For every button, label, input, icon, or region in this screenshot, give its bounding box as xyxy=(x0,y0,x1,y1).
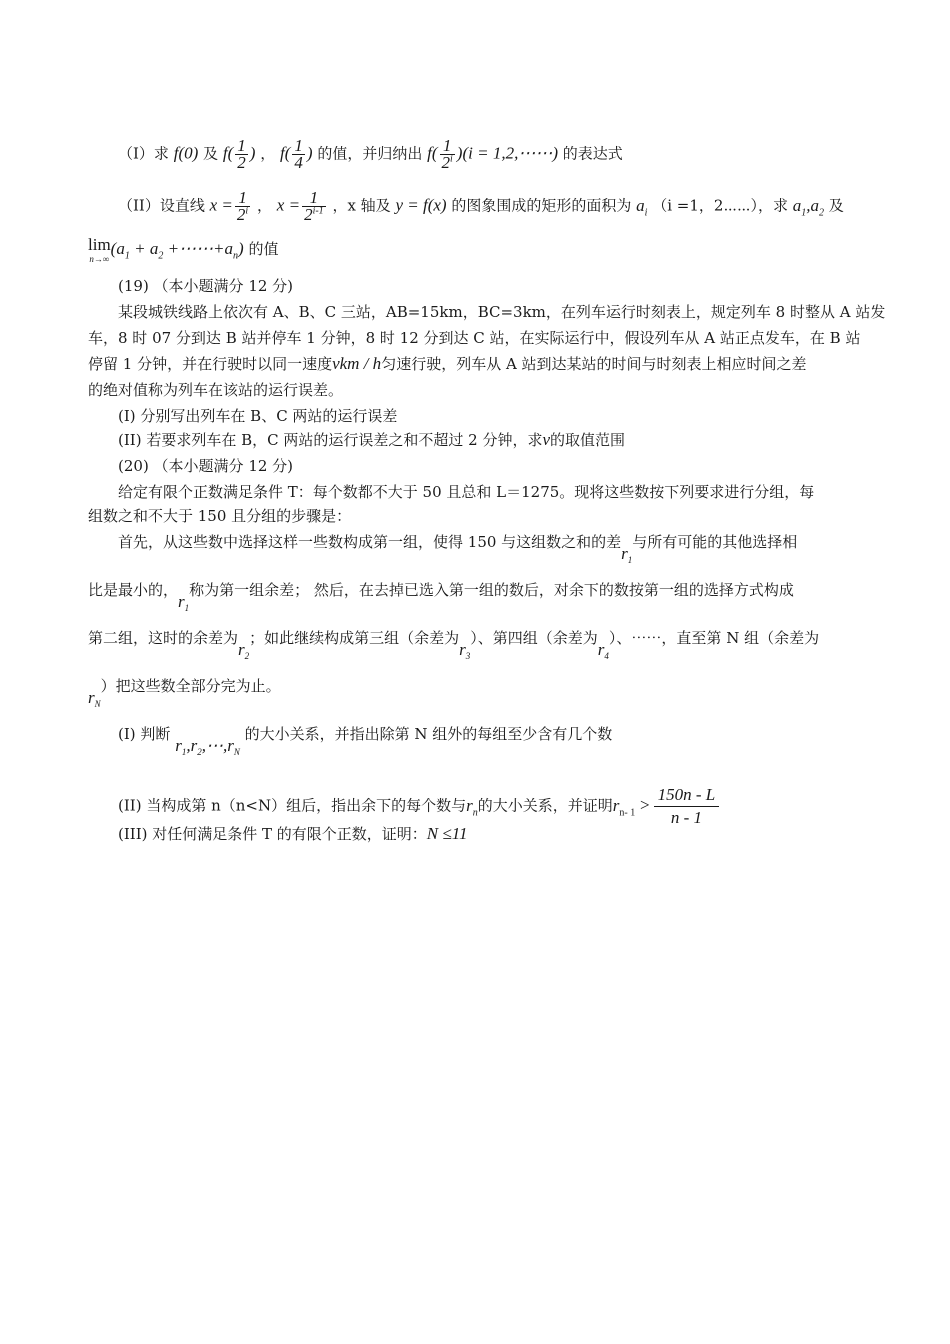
den-base: 2 xyxy=(441,153,451,172)
dots: ,⋯, xyxy=(201,736,228,755)
fraction-numerator: 150n - L xyxy=(654,784,720,807)
q18-part1-label: （I）求 xyxy=(118,144,169,163)
text: (II) 若要求列车在 B，C 两站的运行误差之和不超过 2 分钟，求 xyxy=(118,431,543,449)
fraction-one-quarter xyxy=(292,138,305,171)
subscript: n xyxy=(233,250,239,262)
var-r: r xyxy=(88,688,95,707)
subscript: 1 xyxy=(124,250,130,262)
subscript: n- 1 xyxy=(619,806,636,818)
q20-paragraph-line4 xyxy=(88,580,794,613)
text: 停留 1 分钟，并在行驶时以同一速度 xyxy=(88,355,333,373)
text-x-axis: ，x 轴及 xyxy=(332,196,391,215)
lim-subscript: n→∞ xyxy=(89,254,110,264)
q18-part2 xyxy=(118,190,844,223)
var-r: r xyxy=(621,544,628,563)
fraction-one-half xyxy=(235,138,248,171)
var-rn xyxy=(466,795,478,818)
fraction-150n-L-over-n-1 xyxy=(654,784,720,829)
q18-part1: （I）求 f(0) 及 f( $\frac{1}{2}$ ) ， f( $\frac{1}{4}$ ) 的值，并归纳出 f( $\frac{1}{2^i}$ )(i = 1,2,⋯⋯) 的表达式 xyxy=(118,136,623,172)
subscript: 1 xyxy=(627,555,633,565)
fraction-numerator: 1 xyxy=(440,138,455,155)
limit-operator xyxy=(88,236,111,264)
var-r4 xyxy=(598,640,609,659)
fraction-x1 xyxy=(235,190,250,223)
var-rn-minus-1 xyxy=(612,795,636,818)
fraction-numerator: 1 xyxy=(235,190,250,207)
formula-x-equals: x = xyxy=(209,195,233,215)
fraction-x2 xyxy=(302,190,326,223)
expr-dots: +⋯⋯+a xyxy=(163,239,234,258)
var-r2 xyxy=(238,640,249,659)
var-r: r xyxy=(227,736,234,755)
var-rN xyxy=(88,688,101,707)
q20-part1 xyxy=(118,724,613,757)
text: (III) 对任何满足条件 T 的有限个正数，证明： xyxy=(118,825,427,843)
var-r1 xyxy=(621,544,632,563)
q19-paragraph-line2: 车，8 时 07 分到达 B 站并停车 1 分钟，8 时 12 分到达 C 站，在实际运行中，假设列车从 A 站正点发车，在 B 站 xyxy=(88,329,861,347)
var-r-list xyxy=(175,736,240,755)
limit-expression xyxy=(110,239,244,262)
fraction-denominator: 2 xyxy=(237,153,246,172)
den-base: 2 xyxy=(236,205,246,224)
text: (II) 当构成第 n（n<N）组后，指出余下的每个数与 xyxy=(118,796,467,815)
den-exponent: i-1 xyxy=(312,205,324,217)
var-r: r xyxy=(612,795,620,815)
var-r: r xyxy=(459,640,466,659)
q20-part2 xyxy=(118,784,719,829)
text: 第二组，这时的余差为 xyxy=(88,629,239,647)
fraction-numerator: 1 xyxy=(302,190,326,207)
lim-word: lim xyxy=(88,235,111,254)
text: 称为第一组余差； 然后，在去掉已选入第一组的数后，对余下的数按第一组的选择方式构成 xyxy=(189,581,794,599)
text-value: 的值 xyxy=(248,240,279,258)
q19-part1: (I) 分别写出列车在 B、C 两站的运行误差 xyxy=(118,407,398,425)
text: ）、⋯⋯，直至第 N 组（余差为 xyxy=(608,629,820,647)
formula-f0: f(0) xyxy=(173,143,199,163)
subscript: 2 xyxy=(818,206,824,218)
text-expression: 的表达式 xyxy=(562,144,623,163)
subscript: i xyxy=(644,206,648,218)
var-a: a xyxy=(792,195,802,215)
text: ）、第四组（余差为 xyxy=(470,629,598,647)
text: 匀速行驶，列车从 A 站到达某站的时间与时刻表上相应时间之差 xyxy=(381,355,807,373)
subscript: 4 xyxy=(604,651,609,661)
subscript: 2 xyxy=(197,747,202,757)
expr-close: ) xyxy=(238,239,244,258)
var-a: a xyxy=(810,195,819,215)
var-v: v xyxy=(542,430,550,449)
q18-part2-label: （II）设直线 xyxy=(118,196,205,215)
formula-ai xyxy=(636,195,648,218)
q19-header: (19) （本小题满分 12 分) xyxy=(118,277,294,295)
q19-paragraph-line1: 某段城铁线路上依次有 A、B、C 三站，AB=15km，BC=3km，在列车运行时刻表上，规定列车 8 时整从 A 站发 xyxy=(118,303,886,321)
text-and: 及 xyxy=(203,144,219,163)
subscript: 2 xyxy=(158,250,164,262)
formula-f-gen-suffix: )(i = 1,2,⋯⋯) xyxy=(456,143,558,163)
q18-part2-limit xyxy=(88,236,279,264)
q20-paragraph-line1: 给定有限个正数满足条件 T：每个数都不大于 50 且总和 L＝1275。现将这些数按下列要求进行分组，每 xyxy=(118,483,815,501)
q19-part2 xyxy=(118,430,625,450)
var-r: r xyxy=(178,592,185,611)
text-index-range: （i =1，2⋯⋯），求 xyxy=(652,196,788,215)
text: 与所有可能的其他选择相 xyxy=(632,533,798,551)
text-comma: ， xyxy=(256,196,272,215)
fraction-denominator xyxy=(235,207,250,223)
text: 的取值范围 xyxy=(550,431,626,449)
var-r1 xyxy=(178,592,189,611)
q20-header: (20) （本小题满分 12 分) xyxy=(118,457,294,475)
subscript: 1 xyxy=(184,603,190,613)
q20-paragraph-line2: 组数之和不大于 150 且分组的步骤是： xyxy=(88,507,352,525)
expr-open: (a xyxy=(110,239,125,258)
text: (I) 判断 xyxy=(118,725,171,743)
subscript: N xyxy=(94,699,101,709)
fraction-denominator: n - 1 xyxy=(670,808,702,827)
fraction-denominator: 4 xyxy=(294,153,303,172)
text: 的大小关系，并证明 xyxy=(477,796,613,815)
greater-than-sign: > xyxy=(640,795,650,815)
var-a: a xyxy=(636,195,645,215)
q20-paragraph-line5 xyxy=(88,628,820,661)
expr-plus: + a xyxy=(129,239,159,258)
subscript: 1 xyxy=(181,747,187,757)
text: 比是最小的， xyxy=(88,581,179,599)
subscript: 1 xyxy=(801,206,807,218)
text-separator: ， xyxy=(260,144,276,163)
formula-speed: vkm / h xyxy=(332,354,382,373)
text: 首先，从这些数中选择这样一些数构成第一组，使得 150 与这组数之和的差 xyxy=(118,533,622,551)
q20-paragraph-line3 xyxy=(118,532,798,565)
q19-paragraph-line3 xyxy=(88,354,807,374)
q20-part3 xyxy=(118,824,467,844)
den-exponent: i xyxy=(245,205,249,217)
formula-y-fx: y = f(x) xyxy=(395,195,447,215)
var-r: r xyxy=(238,640,245,659)
den-base: 2 xyxy=(304,205,313,224)
text-area: 的图象围成的矩形的面积为 xyxy=(451,196,632,215)
fraction-numerator: 1 xyxy=(237,136,246,155)
text: ）把这些数全部分完为止。 xyxy=(100,677,281,695)
fraction-one-over-2i xyxy=(440,138,455,171)
var-r: r xyxy=(597,640,605,659)
den-exponent: i xyxy=(450,153,453,165)
comma: , xyxy=(806,195,811,215)
text: 的大小关系，并指出除第 N 组外的每组至少含有几个数 xyxy=(244,725,613,743)
var-r: r xyxy=(466,795,473,815)
q20-paragraph-line6 xyxy=(88,676,281,709)
var-r3 xyxy=(459,640,470,659)
var-r: r xyxy=(175,736,182,755)
subscript: 3 xyxy=(465,651,471,661)
text-and: 及 xyxy=(828,196,844,215)
formula-a1-a2 xyxy=(792,195,824,218)
formula-f-quarter-prefix: f( xyxy=(279,143,291,163)
formula-n-le-11: N ≤11 xyxy=(426,824,468,843)
var-r: r xyxy=(190,736,198,755)
fraction-numerator: 1 xyxy=(294,136,303,155)
text-values-induce: 的值，并归纳出 xyxy=(317,144,423,163)
formula-x-equals-2: x = xyxy=(276,195,301,215)
subscript: N xyxy=(233,747,240,757)
text: ；如此继续构成第三组（余差为 xyxy=(249,629,460,647)
fraction-denominator xyxy=(440,155,455,171)
subscript: n xyxy=(472,806,478,818)
fraction-denominator xyxy=(302,207,326,223)
subscript: 2 xyxy=(244,651,250,661)
comma: , xyxy=(186,736,191,755)
formula-f-gen-prefix: f( xyxy=(427,143,438,163)
q19-paragraph-line4: 的绝对值称为列车在该站的运行误差。 xyxy=(88,381,344,399)
formula-f-half-prefix: f( xyxy=(222,143,234,163)
